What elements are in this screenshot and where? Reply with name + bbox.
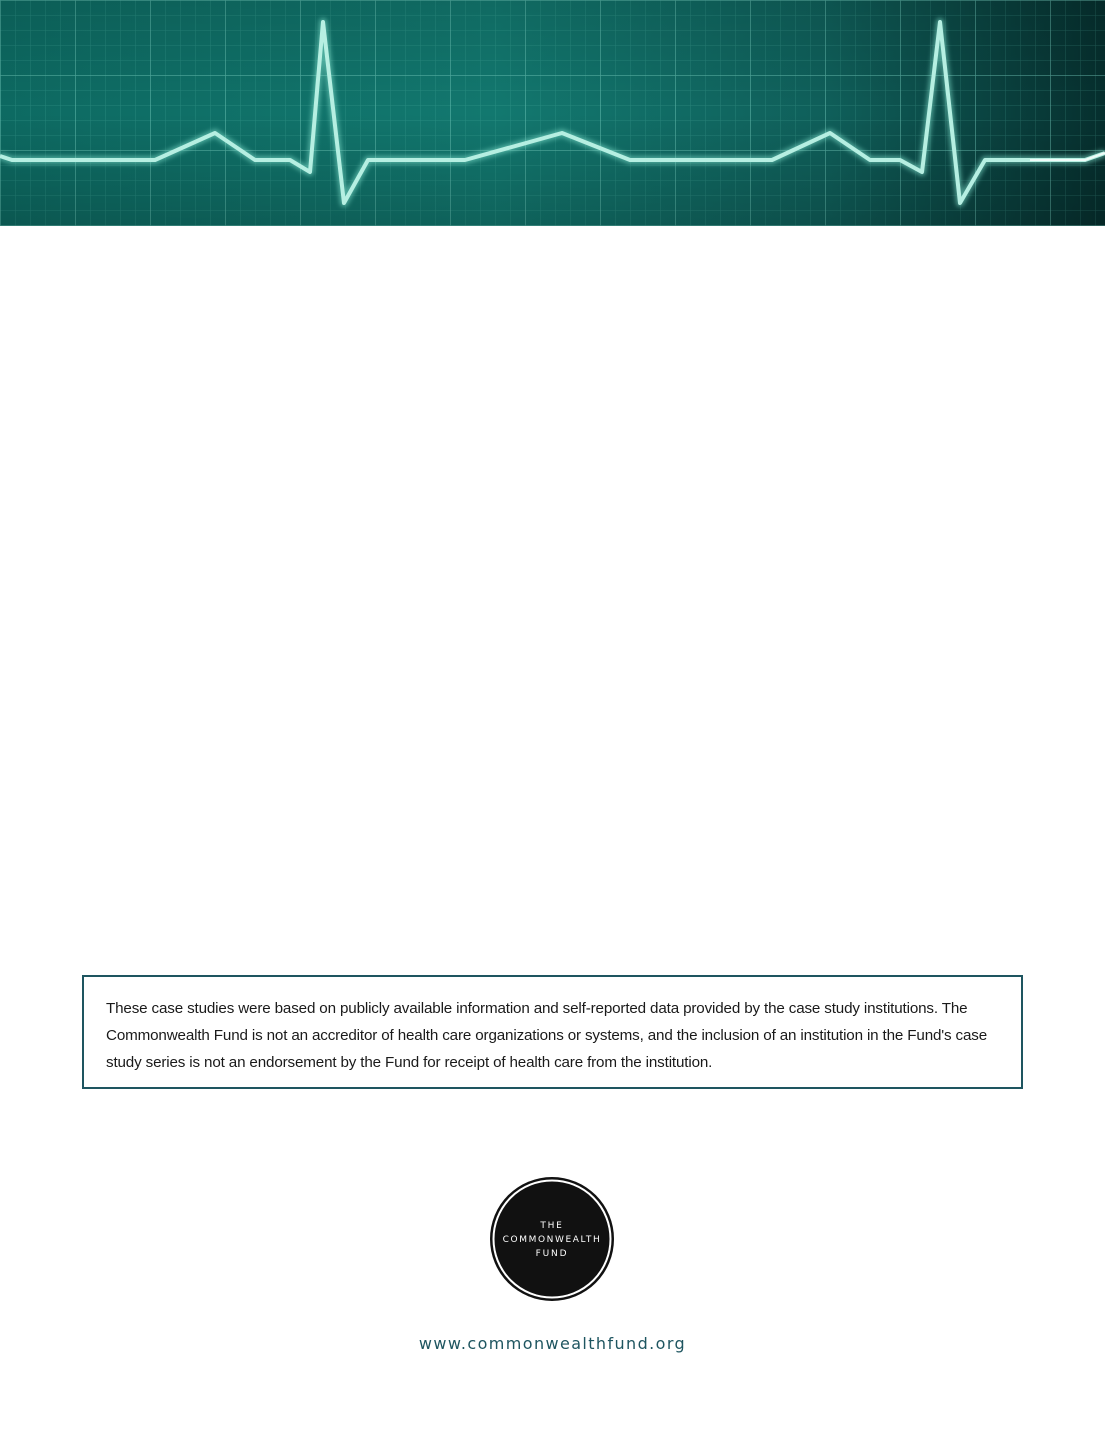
heartbeat-ecg-icon: [0, 0, 1105, 226]
logo-line-commonwealth: COMMONWEALTH: [502, 1235, 602, 1245]
website-url: www.commonwealthfund.org: [418, 1334, 687, 1353]
ecg-banner: [0, 0, 1105, 226]
disclaimer-text: These case studies were based on publicly available information and self-reported data provided by the case study institutions. The Commonwealth Fund is not an accreditor of health care organizations or systems, and the inclusion of an institution in the Fund's case study series is not an endorsement by the Fund for receipt of health care from the institution.: [106, 1000, 988, 1071]
commonwealth-fund-logo: [489, 1176, 615, 1302]
commonwealth-fund-seal-icon: [489, 1176, 615, 1302]
logo-line-the: THE: [540, 1221, 564, 1231]
logo-line-fund: FUND: [535, 1249, 569, 1259]
disclaimer-box: [82, 975, 1023, 1089]
